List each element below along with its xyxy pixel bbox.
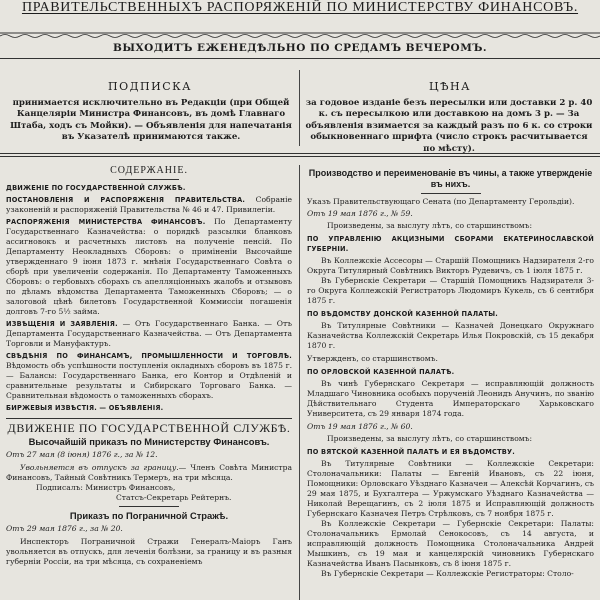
divider xyxy=(6,418,292,419)
promoted1: Произведены, за выслугу лѣтъ, со старшинствомъ: xyxy=(327,221,533,230)
contents-item-heading: ПОСТАНОВЛЕНІЯ И РАСПОРЯЖЕНІЯ ПРАВИТЕЛЬСТВА. xyxy=(6,196,246,204)
contents-item xyxy=(6,319,292,349)
entry-p3: Въ Титулярные Совѣтники — Казначей Донецкаго Окружнаго Казначейства Коллежскій Секретарь Илья Покровскій, съ 15 декабря 1870 г. xyxy=(307,321,594,350)
dept1: ПО УПРАВЛЕНІЮ АКЦИЗНЫМИ СБОРАМИ ЕКАТЕРИНОСЛАВСКОЙ ГУБЕРНІИ. xyxy=(307,235,594,253)
approved-line: Утвержденъ, со старшинствомъ. xyxy=(307,354,438,363)
decree-line: Указъ Правительствующаго Сената (по Департаменту Герольдіи). xyxy=(307,197,575,206)
entry-p7: Въ Губернскіе Секретари — Коллежскіе Регистраторы: Столо- xyxy=(321,569,574,578)
divider xyxy=(0,156,600,157)
contents-item xyxy=(6,403,292,413)
column-divider xyxy=(299,165,300,600)
masthead: ПРАВИТЕЛЬСТВЕННЫХЪ РАСПОРЯЖЕНІЙ ПО МИНИСТЕРСТВУ ФИНАНСОВЪ. xyxy=(21,0,579,15)
divider xyxy=(0,58,600,59)
publication-schedule: ВЫХОДИТЪ ЕЖЕНЕДѢЛЬНО ПО СРЕДАМЪ ВЕЧЕРОМЪ. xyxy=(112,42,488,54)
movement-title: ДВИЖЕНІЕ ПО ГОСУДАРСТВЕННОЙ СЛУЖБѢ. xyxy=(7,421,291,435)
contents-item xyxy=(6,183,292,193)
contents-item xyxy=(6,195,292,215)
order2-text: Инспекторъ Пограничной Стражи Генералъ-Маіоръ Ганъ увольняется въ отпускъ, для леченія болѣзни, за границу и въ разныя губерніи Россіи, на три мѣсяца, съ сохраненіемъ xyxy=(6,537,292,566)
left-column xyxy=(6,166,292,567)
right-title: Производство и переименованіе въ чины, а также утвержденіе въ нихъ. xyxy=(308,168,593,189)
divider xyxy=(0,153,600,154)
contents-item-heading: ДВИЖЕНІЕ ПО ГОСУДАРСТВЕННОЙ СЛУЖБѢ. xyxy=(6,184,186,192)
order1-lead: Увольняется въ отпускъ за границу. xyxy=(20,463,179,472)
contents-item-text: — Отъ Государственнаго Банка. — Отъ Департамента Государственнаго Казначейства. — Отъ Департамента Торговли и Мануфактуръ. xyxy=(6,319,293,348)
dept4: ПО ВЯТСКОЙ КАЗЕННОЙ ПАЛАТѢ И ЕЯ ВѢДОМСТВУ. xyxy=(307,448,515,456)
date2: Отъ 19 мая 1876 г., № 60. xyxy=(307,422,413,431)
entry-p4: Въ чинѣ Губернскаго Секретаря — исправляющій должность Младшаго Чиновника особыхъ порученій Леонидъ Анучинъ, по званію Дѣйствительнаго Студента Императорскаго Харьковскаго Университета, съ 29 января 1874 года. xyxy=(307,379,594,418)
contents-item-text: Собраніе узаконеній и распоряженій Правительства № 46 и 47. Привилегіи. xyxy=(6,195,292,214)
order2-title: Приказъ по Пограничной Стражѣ. xyxy=(69,510,229,521)
subscription-text: принимается исключительно въ Редакціи (при Общей Канцеляріи Министра Финансовъ, въ домѣ Главнаго Штаба, ходъ съ Мойки). — Объявленія для напечатанія въ Указателѣ принимаются также. xyxy=(10,98,292,143)
contents-item-heading: БИРЖЕВЫЯ ИЗВѢСТІЯ. — ОБЪЯВЛЕНІЯ. xyxy=(6,404,164,412)
dept3: ПО ОРЛОВСКОЙ КАЗЕННОЙ ПАЛАТѢ. xyxy=(307,368,455,376)
signed-line: Подписалъ: Министръ Финансовъ, xyxy=(36,483,176,492)
price-title: ЦѢНА xyxy=(429,80,471,93)
entry-p2: Въ Губернскіе Секретари — Старшій Помощникъ Надзирателя 3-го Округа Коллежскій Регистраторъ Людомиръ Кукель, съ 6 сентября 1875 г. xyxy=(307,276,594,305)
contents-item-text: По Департаменту Государственнаго Казначейства: о порядкѣ разсылки бланковъ ассигновокъ и расчетныхъ листовъ на полученіе пенсій. По Департаменту Неокладныхъ Сборовъ: о приміненіи Высочайше утвержденнаго 9 іюня 1873 г. мнѣнія Государственнаго Совѣта о сборѣ при увеличеніи содержанія. По Департаменту Таможенныхъ Сборовъ: о гербовыхъ сборахъ съ апелляціонныхъ жалобъ и отзывовъ по дѣламъ вѣдомства Департамента Таможенныхъ Сборовъ; — о залоговой цѣнѣ билетовъ Государственной Коммиссіи погашенія долговъ 7-го 5½ займа. xyxy=(6,217,292,316)
contents-item-heading: СВѢДѢНІЯ ПО ФИНАНСАМЪ, ПРОМЫШЛЕННОСТИ И ТОРГОВЛѢ. xyxy=(6,352,292,360)
entry-p6: Въ Коллежскіе Секретари — Губернскіе Секретари: Палаты: Столоначальникъ Ермолай Сенокосовъ, съ 14 августа, и исправляющій должность Помощника Столоначальника Андрей Мышкинъ, съ 19 мая и канцелярскій чиновникъ Губернскаго Казначейства Иванъ Пасынковъ, съ 8 іюня 1875 г. xyxy=(307,519,594,568)
contents-list xyxy=(6,183,292,413)
contents-item-heading: ИЗВѢЩЕНІЯ И ЗАЯВЛЕНІЯ. xyxy=(6,320,118,328)
right-column xyxy=(307,168,594,579)
entry-p5: Въ Титулярные Совѣтники — Коллежскіе Секретари: Столоначальники: Палаты — Евгеній Ивановъ, съ 22 іюня, Помощники: Орловскаго Уѣзднаго Казначея — Алексѣй Корчагинъ, съ 29 мая 1875, и Бухгалтера — Уржумскаго Уѣзднаго Казначейства — Николай Верещагинъ, съ 2 іюля 1875 и Исправляющій должность Губернскаго Казначея Петръ Стрѣлковъ, съ 7 ноября 1875 г. xyxy=(307,459,595,518)
divider xyxy=(119,179,179,180)
order1-date: Отъ 27 мая (8 іюня) 1876 г., за № 12. xyxy=(6,450,158,459)
order2-date: Отъ 29 мая 1876 г., за № 20. xyxy=(6,524,123,533)
divider xyxy=(421,193,481,194)
dept2: ПО ВѢДОМСТВУ ДОНСКОЙ КАЗЕННОЙ ПАЛАТЫ. xyxy=(307,310,498,318)
order1-title: Высочайшій приказъ по Министерству Финансовъ. xyxy=(28,436,270,447)
entry-p1: Въ Коллежскіе Ассесоры — Старшій Помощникъ Надзирателя 2-го Округа Титулярный Совѣтникъ Викторъ Рудевичъ, съ 1 іюля 1875 г. xyxy=(307,256,594,275)
contents-item xyxy=(6,351,292,401)
subscription-title: ПОДПИСКА xyxy=(108,80,192,93)
promoted2: Произведены, за выслугу лѣтъ, со старшинствомъ: xyxy=(327,434,533,443)
divider xyxy=(119,506,179,507)
contents-title: СОДЕРЖАНІЕ. xyxy=(110,165,188,176)
date1: Отъ 19 мая 1876 г., № 59. xyxy=(307,209,413,218)
order1-text: — Членъ Совѣта Министра Финансовъ, Тайный Совѣтникъ Термеръ, на три мѣсяца. xyxy=(6,463,292,482)
column-divider xyxy=(299,70,300,146)
ornamental-rule xyxy=(0,32,600,38)
contents-item-heading: РАСПОРЯЖЕНІЯ МИНИСТЕРСТВА ФИНАНСОВЪ. xyxy=(6,218,206,226)
signer-line: Статсъ-Секретарь Рейтернъ. xyxy=(116,493,232,502)
price-text: за годовое изданіе безъ пересылки или доставки 2 р. 40 к. съ пересылкою или доставкою на домъ 3 р. — За объявленія взимается за каждый разъ по 6 к. со строки обыкновеннаго шрифта (число строкъ расчитывается по мѣсту). xyxy=(305,98,593,154)
contents-item xyxy=(6,217,292,317)
contents-item-text: Вѣдомость объ успѣшности поступленія окладныхъ сборовъ въ 1875 г. — Балансы: Государственнаго Банка, его Контор и Отдѣленій и сравнительные результаты и Сибирскаго Торговаго Банка. — Сравнительная вѣдомость о таможенныхъ сборахъ. xyxy=(6,361,292,400)
